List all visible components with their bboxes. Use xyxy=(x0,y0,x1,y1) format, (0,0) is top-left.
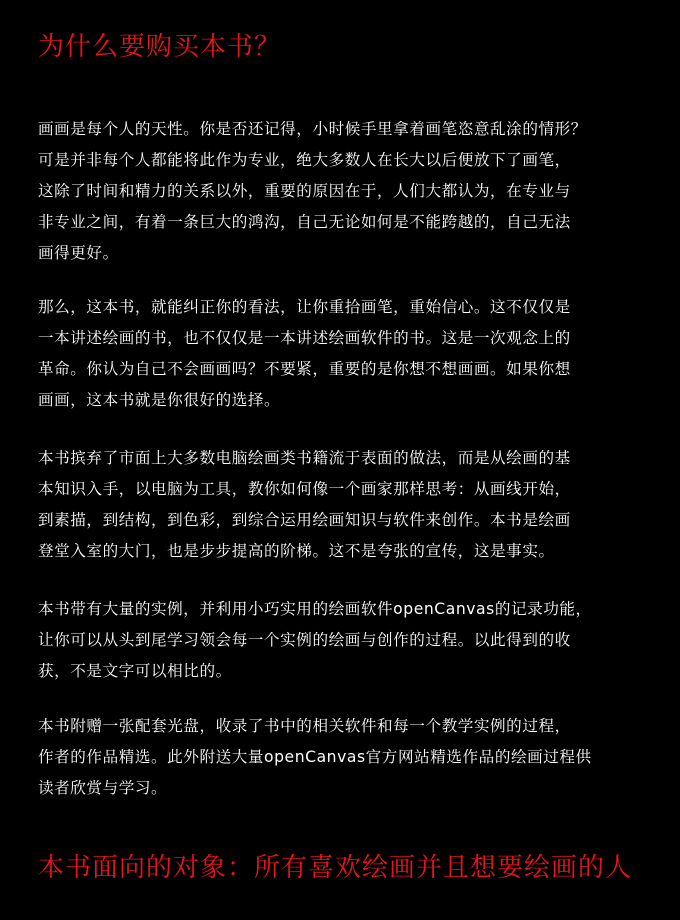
paragraph-line: 本书摈弃了市面上大多数电脑绘画类书籍流于表面的做法，而是从绘画的基 xyxy=(38,449,571,467)
paragraph-line: 获，不是文字可以相比的。 xyxy=(38,662,232,680)
paragraph-line: 一本讲述绘画的书，也不仅仅是一本讲述绘画软件的书。这是一次观念上的 xyxy=(38,329,571,347)
paragraph-line: 画画是每个人的天性。你是否还记得，小时候手里拿着画笔恣意乱涂的情形？ xyxy=(38,120,587,138)
paragraph-line: 登堂入室的大门，也是步步提高的阶梯。这不是夸张的宣传，这是事实。 xyxy=(38,542,555,560)
paragraph-line: 革命。你认为自己不会画画吗？不要紧，重要的是你想不想画画。如果你想 xyxy=(38,360,571,378)
paragraph-line: 非专业之间，有着一条巨大的鸿沟，自己无论如何是不能跨越的，自己无法 xyxy=(38,213,571,231)
paragraph-line: 让你可以从头到尾学习领会每一个实例的绘画与创作的过程。以此得到的收 xyxy=(38,631,571,649)
paragraph-3 xyxy=(38,443,648,567)
paragraph-line: 这除了时间和精力的关系以外，重要的原因在于，人们大都认为，在专业与 xyxy=(38,182,571,200)
paragraph-4 xyxy=(38,594,648,687)
paragraph-line: 画画，这本书就是你很好的选择。 xyxy=(38,391,281,409)
paragraph-line: 本书带有大量的实例，并利用小巧实用的绘画软件openCanvas的记录功能， xyxy=(38,600,592,618)
paragraph-line: 可是并非每个人都能将此作为专业，绝大多数人在长大以后便放下了画笔， xyxy=(38,151,571,169)
paragraph-line: 那么，这本书，就能纠正你的看法，让你重拾画笔，重始信心。这不仅仅是 xyxy=(38,298,571,316)
paragraph-line: 作者的作品精选。此外附送大量openCanvas官方网站精选作品的绘画过程供 xyxy=(38,748,592,766)
paragraph-1 xyxy=(38,114,648,269)
paragraph-2 xyxy=(38,292,648,416)
paragraph-line: 本书附赠一张配套光盘，收录了书中的相关软件和每一个教学实例的过程， xyxy=(38,717,571,735)
audience-heading: 本书面向的对象：所有喜欢绘画并且想要绘画的人 xyxy=(38,853,633,883)
paragraph-5 xyxy=(38,711,648,804)
paragraph-line: 读者欣赏与学习。 xyxy=(38,779,168,797)
paragraph-line: 画得更好。 xyxy=(38,244,119,262)
page-title: 为什么要购买本书？ xyxy=(38,32,282,62)
paragraph-line: 本知识入手，以电脑为工具，教你如何像一个画家那样思考：从画线开始， xyxy=(38,480,571,498)
paragraph-line: 到素描，到结构，到色彩，到综合运用绘画知识与软件来创作。本书是绘画 xyxy=(38,511,571,529)
